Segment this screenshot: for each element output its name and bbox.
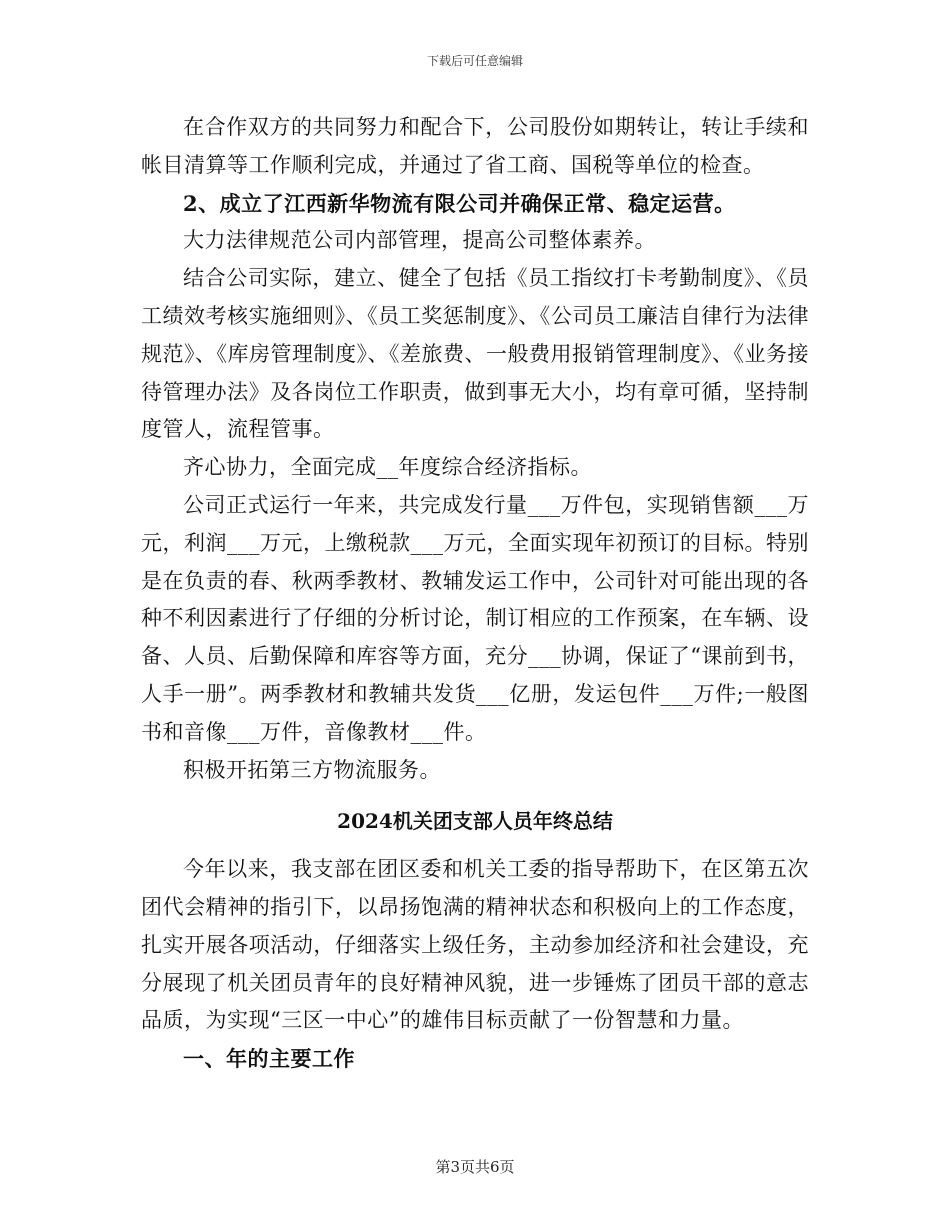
paragraph-third-party-logistics: 积极开拓第三方物流服务。 [183, 757, 441, 782]
heading-logistics-company: 2、成立了江西新华物流有限公司并确保正常、稳定运营。 [183, 190, 736, 216]
paragraph-regulations: 结合公司实际，建立、健全了包括《员工指纹打卡考勤制度》、《员工绩效考核实施细则》、《员工奖惩制度》、《公司员工廉洁自律行为法律规范》、《库房管理制度》、《差旅费、一般费用报销管理制度》、《业务接待管理办法》及各岗位工作职责，做到事无大小，均有章可循，坚持制度管人，流程管事。 [141, 266, 809, 442]
document-title: 2024机关团支部人员年终总结 [337, 809, 613, 834]
paragraph-internal-management: 大力法律规范公司内部管理，提高公司整体素养。 [183, 228, 656, 253]
paragraph-annual-results: 公司正式运行一年来，共完成发行量___万件包，实现销售额___万元，利润___万元，上缴税款___万元，全面实现年初预订的目标。特别是在负责的春、秋两季教材、教辅发运工作中，公司针对可能出现的各种不利因素进行了仔细的分析讨论，制订相应的工作预案，在车辆、设备、人员、后勤保障和库容等方面，充分___协调，保证了“课前到书，人手一册”。两季教材和教辅共发货___亿册，发运包件___万件;一般图书和音像___万件，音像教材___件。 [141, 492, 809, 744]
paragraph-economic-targets: 齐心协力，全面完成__年度综合经济指标。 [183, 455, 592, 480]
document-body [141, 109, 809, 1078]
paragraph-share-transfer: 在合作双方的共同努力和配合下，公司股份如期转让，转让手续和帐目清算等工作顺利完成，并通过了省工商、国税等单位的检查。 [141, 115, 809, 177]
page-header: 下载后可任意编辑 [426, 54, 523, 68]
paragraph-summary-intro: 今年以来，我支部在团区委和机关工委的指导帮助下，在区第五次团代会精神的指引下，以昂扬饱满的精神状态和积极向上的工作态度，扎实开展各项活动，仔细落实上级任务，主动参加经济和社会建设，充分展现了机关团员青年的良好精神风貌，进一步锤炼了团员干部的意志品质，为实现“三区一中心”的雄伟目标贡献了一份智慧和力量。 [141, 857, 809, 1033]
heading-main-work: 一、年的主要工作 [183, 1046, 355, 1072]
page-footer: 第3页共6页 [435, 1158, 515, 1176]
